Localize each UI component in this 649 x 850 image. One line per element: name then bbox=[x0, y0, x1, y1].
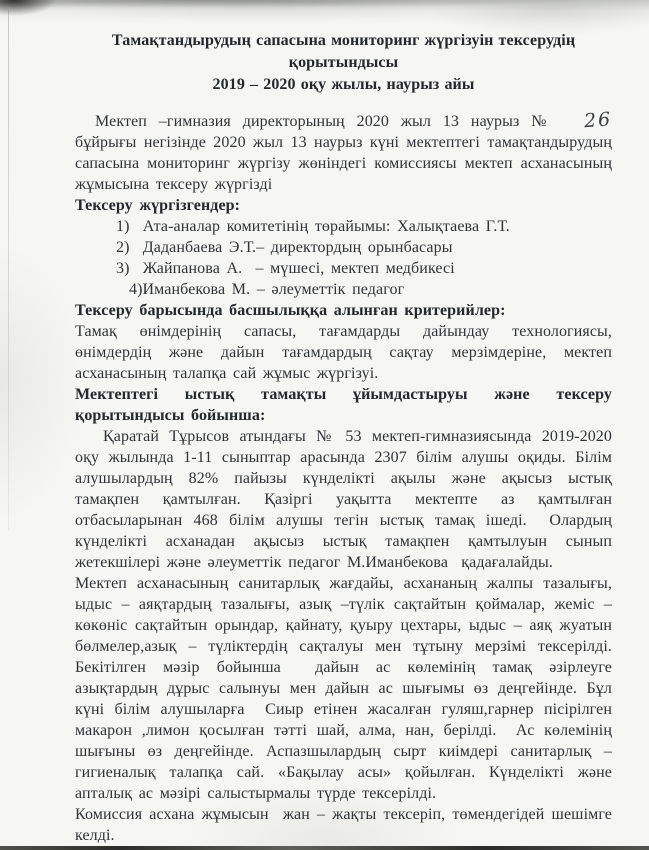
canteen-inspection-paragraph: Мектеп асханасының санитарлық жағдайы, асхананың жалпы тазалығы, ыдыс – аяқтардың тазалығы, азық –түлік сақтайтын қоймалар, жеміс – көкөніс сақтайтын орындар, қайнату, қуыру цехтары, ыдыс – аяқ жуатын бөлмелер,азық – түліктердің сақталуы мен тұтыну мерзімі тексерілді. Бекітілген мәзір бойынша дайын ас көлемінің тамақ әзірлеуге азықтардың дұрыс салынуы мен дайын ас шығымы өз деңгейінде. Бұл күні білім алушыларға Сиыр етінен жасалған гуляш,гарнер пісірілген макарон ,лимон қосылған тәтті шай, алма, нан, берілді. Ас көлемінің шығыны өз деңгейінде. Аспазшылардың сырт киімдері санитарлық –гигиеналық талапқа сай. «Бақылау асы» қойылған. Күнделікті және апталық ас мәзірі салыстырмалы түрде тексерілді. bbox=[75, 575, 619, 802]
criteria-paragraph: Тамақ өнімдерінің сапасы, тағамдарды дайындау технологиясы, өнімдердің және дайын тағамдардың сақтау мерзімдеріне, мектеп асханасының талапқа сай жұмыс жүргізуі. bbox=[75, 323, 619, 382]
criteria-heading: Тексеру барысында басшылыққа алынған критерийлер: bbox=[75, 302, 506, 319]
document-title bbox=[75, 30, 612, 96]
results-heading: Мектептегі ыстық тамақты ұйымдастыруы және тексеру қорытындысы бойынша: bbox=[75, 386, 619, 424]
inspectors-heading: Тексеру жүргізгендер: bbox=[75, 197, 241, 214]
inspectors-list bbox=[75, 216, 612, 300]
intro-text-after-number: бұйрығы негізінде 2020 жыл 13 наурыз күні мектептегі тамақтандырудың сапасына мониторинг жүргізу жөніндегі комиссиясы мектеп асханасының жұмысына тексеру жүргізді bbox=[75, 113, 619, 193]
intro-text-before-number: Мектеп –гимназия директорының 2020 жыл 13 наурыз № bbox=[95, 113, 564, 130]
document-title-line1: Тамақтандырудың сапасына мониторинг жүргізуін тексерудің қорытындысы bbox=[111, 32, 576, 71]
inspector-item-3: 3) Жайпанова А. – мүшесі, мектеп медбикесі bbox=[116, 260, 455, 277]
inspector-item-4: 4)Иманбекова М. – әлеуметтік педагог bbox=[129, 281, 405, 298]
inspector-item-2: 2) Даданбаева Э.Т.– директордың орынбасары bbox=[116, 239, 453, 256]
scan-bottom-edge-artifact bbox=[0, 846, 649, 850]
inspector-item-1: 1) Ата-аналар комитетінің төрайымы: Халықтаева Г.Т. bbox=[116, 218, 510, 235]
document-title-line2: 2019 – 2020 оқу жылы, наурыз айы bbox=[212, 76, 475, 93]
intro-paragraph bbox=[75, 108, 619, 195]
school-stats-paragraph: Қаратай Тұрысов атындағы № 53 мектеп-гимназиясында 2019-2020 оқу жылында 1-11 сыныптар арасында 2307 білім алушы оқиды. Білім алушылардың 82% пайызы күнделікті ақылы және ақысыз ыстық тамақпен қамтылған. Қазіргі уақытта мектепте аз қамтылған отбасыларынан 468 білім алушы тегін ыстық тамақ ішеді. Олардың күнделікті асханадан ақысыз ыстық тамақпен қамтылуын сынып жетекшілері және әлеуметтік педагог М.Иманбекова қадағалайды. bbox=[75, 428, 619, 571]
commission-decision-paragraph: Комиссия асхана жұмысын жан – жақты тексеріп, төмендегідей шешімге келді. bbox=[75, 806, 619, 844]
order-number-handwritten: 26 bbox=[583, 108, 613, 133]
